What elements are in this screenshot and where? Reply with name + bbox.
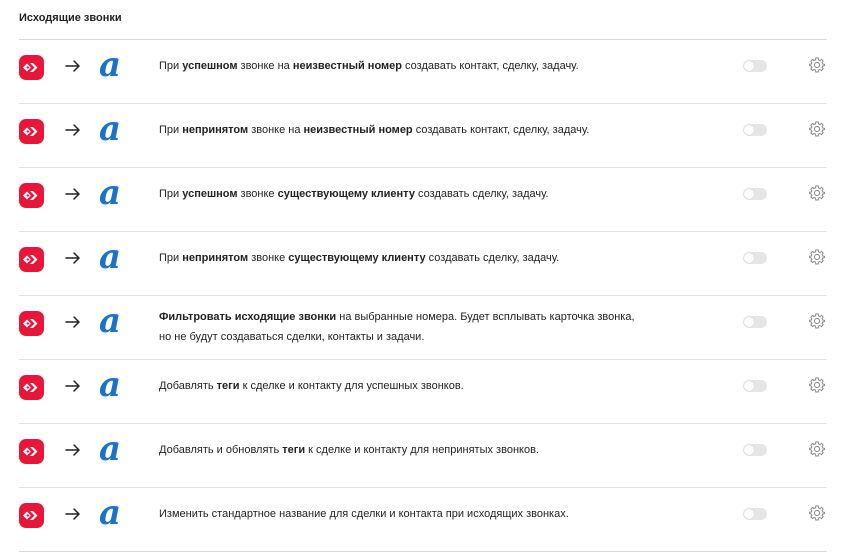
rule-text: При [159,252,183,264]
rule-toggle-4[interactable] [743,252,767,264]
arrow-right-icon [63,440,83,460]
rule-text: звонке на [237,60,293,72]
rule-text: звонке на [248,124,304,136]
rule-text-bold: Фильтровать исходящие звонки [159,311,337,323]
rule-text: к сделке и контакту для непринятых звонков. [305,444,539,456]
amocrm-logo-icon: a [98,45,122,85]
rule-text-bold: успешном [182,60,238,72]
rule-text-bold: существующему клиенту [288,252,426,264]
amocrm-logo-icon: a [98,493,122,533]
rule-description [159,440,679,460]
gear-icon[interactable] [808,184,826,202]
rule-toggle-7[interactable] [743,444,767,456]
rule-text-bold: неизвестный номер [292,60,402,72]
toggle-knob [744,509,754,519]
gear-icon[interactable] [808,376,826,394]
gear-icon[interactable] [808,248,826,266]
amocrm-logo-icon: a [98,429,122,469]
gear-icon[interactable] [808,440,826,458]
integration-rules-list [19,40,827,552]
rule-description [159,184,679,204]
rule-description [159,248,679,268]
rule-description [159,504,679,524]
rule-description [159,307,679,347]
amocrm-logo-icon: a [98,301,122,341]
red-app-logo-icon [19,183,44,208]
rule-row-7 [19,424,827,488]
rule-toggle-5[interactable] [743,316,767,328]
rule-text: но не будут создаваться сделки, контакты и задачи. [159,331,425,343]
red-app-logo-icon [19,55,44,80]
rule-text: на выбранные номера. Будет всплывать карточка звонка, [336,311,635,323]
rule-row-6 [19,360,827,424]
arrow-right-icon [63,184,83,204]
rule-text: Добавлять и обновлять [159,444,283,456]
rule-row-1 [19,40,827,104]
rule-text-bold: теги [216,380,240,392]
rule-toggle-1[interactable] [743,60,767,72]
rule-text: к сделке и контакту для успешных звонков. [239,380,464,392]
amocrm-logo-icon: a [98,109,122,149]
rule-row-3 [19,168,827,232]
arrow-right-icon [63,312,83,332]
rule-text: звонке [248,252,289,264]
rule-description [159,376,679,396]
amocrm-logo-icon: a [98,173,122,213]
rule-row-5 [19,296,827,360]
red-app-logo-icon [19,119,44,144]
red-app-logo-icon [19,311,44,336]
rule-text-bold: существующему клиенту [277,188,415,200]
toggle-knob [744,445,754,455]
rule-text: При [159,60,183,72]
toggle-knob [744,253,754,263]
rule-text: звонке [237,188,278,200]
red-app-logo-icon [19,247,44,272]
rule-text: При [159,124,183,136]
red-app-logo-icon [19,439,44,464]
section-title: Исходящие звонки [19,12,122,24]
arrow-right-icon [63,248,83,268]
rule-row-2 [19,104,827,168]
rule-toggle-8[interactable] [743,508,767,520]
amocrm-logo-icon: a [98,365,122,405]
rule-text-bold: неизвестный номер [303,124,413,136]
red-app-logo-icon [19,375,44,400]
rule-row-4 [19,232,827,296]
toggle-knob [744,189,754,199]
rule-text: создавать сделку, задачу. [414,188,549,200]
arrow-right-icon [63,504,83,524]
rule-text: Добавлять [159,380,217,392]
gear-icon[interactable] [808,120,826,138]
arrow-right-icon [63,56,83,76]
arrow-right-icon [63,376,83,396]
arrow-right-icon [63,120,83,140]
gear-icon[interactable] [808,504,826,522]
rule-text: создавать контакт, сделку, задачу. [402,60,579,72]
amocrm-logo-icon: a [98,237,122,277]
toggle-knob [744,61,754,71]
red-app-logo-icon [19,503,44,528]
gear-icon[interactable] [808,56,826,74]
toggle-knob [744,317,754,327]
toggle-knob [744,381,754,391]
rule-toggle-2[interactable] [743,124,767,136]
rule-text-bold: теги [282,444,306,456]
rule-text: создавать сделку, задачу. [425,252,560,264]
rule-toggle-6[interactable] [743,380,767,392]
rule-text-bold: успешном [182,188,238,200]
rule-toggle-3[interactable] [743,188,767,200]
rule-text: При [159,188,183,200]
toggle-knob [744,125,754,135]
rule-description [159,56,679,76]
rule-text: Изменить стандартное название для сделки и контакта при исходящих звонках. [159,508,569,520]
rule-text: создавать контакт, сделку, задачу. [412,124,590,136]
gear-icon[interactable] [808,312,826,330]
rule-description [159,120,679,140]
rule-row-8 [19,488,827,552]
rule-text-bold: непринятом [182,124,249,136]
rule-text-bold: непринятом [182,252,249,264]
